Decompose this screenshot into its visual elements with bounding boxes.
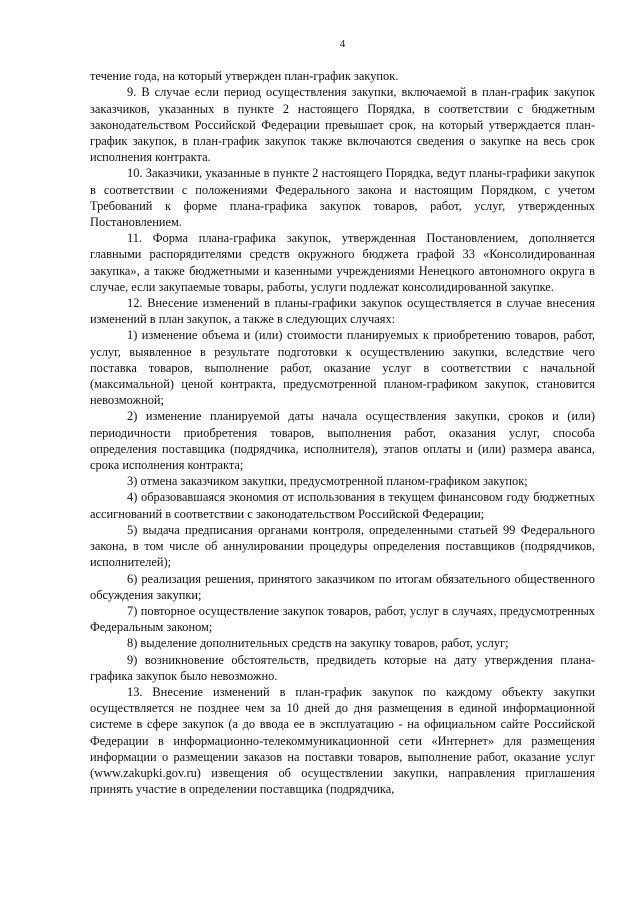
list-item-12-2: 2) изменение планируемой даты начала осуществления закупки, сроков и (или) периодичности приобретения товаров, выполнения работ, оказания услуг, способа определения поставщика (подрядчика, исполнителя), этапов оплаты и (или) размера аванса, срока исполнения контракта; [90, 409, 595, 473]
list-item-12-5: 5) выдача предписания органами контроля, определенными статьей 99 Федерального закона, в том числе об аннулировании процедуры определения поставщиков (подрядчиков, исполнителей); [90, 522, 595, 570]
paragraph-10: 10. Заказчики, указанные в пункте 2 настоящего Порядка, ведут планы-графики закупок в соответствии с положениями Федерального закона и настоящим Порядком, с учетом Требований к форме плана-графика закупок товаров, работ, услуг, утвержденных Постановлением. [90, 166, 595, 230]
paragraph-13: 13. Внесение изменений в план-график закупок по каждому объекту закупки осуществляется не позднее чем за 10 дней до дня размещения в единой информационной системе в сфере закупок (а до ввода ее в эксплуатацию - на официальном сайте Российской Федерации в информационно-телекоммуникационной сети «Интернет» для размещения информации о размещении заказов на поставки товаров, выполнение работ, оказание услуг (www.zakupki.gov.ru) извещения об осуществлении закупки, направления приглашения принять участие в определении поставщика (подрядчика, [90, 684, 595, 797]
list-item-12-1: 1) изменение объема и (или) стоимости планируемых к приобретению товаров, работ, услуг, выявленное в результате подготовки к осуществлению закупки, вследствие чего поставка товаров, выполнение работ, оказание услуг в соответствии с начальной (максимальной) ценой контракта, предусмотренной планом-графиком закупок, становится невозможной; [90, 328, 595, 408]
list-item-12-3: 3) отмена заказчиком закупки, предусмотренной планом-графиком закупок; [127, 474, 528, 489]
list-item-12-8: 8) выделение дополнительных средств на закупку товаров, работ, услуг; [127, 636, 509, 651]
list-item-12-6: 6) реализация решения, принятого заказчиком по итогам обязательного общественного обсуждения закупки; [90, 571, 595, 602]
list-item-12-7: 7) повторное осуществление закупок товаров, работ, услуг в случаях, предусмотренных Федеральным законом; [90, 603, 595, 635]
page-number: 4 [339, 38, 346, 50]
list-item-12-4: 4) образовавшаяся экономия от использования в текущем финансовом году бюджетных ассигнований в соответствии с законодательством Российской Федерации; [90, 490, 595, 521]
paragraph-12: 12. Внесение изменений в планы-графики закупок осуществляется в случае внесения изменений в план закупок, а также в следующих случаях: [90, 296, 595, 327]
paragraph-11: 11. Форма плана-графика закупок, утвержденная Постановлением, дополняется главными распорядителями средств окружного бюджета графой 33 «Консолидированная закупка», а также бюджетными и казенными учреждениями Ненецкого автономного округа в случае, если закупаемые товары, работы, услуги подлежат консолидированной закупке. [90, 231, 595, 294]
paragraph-continuation: течение года, на который утвержден план-график закупок. [90, 69, 399, 84]
paragraph-9: 9. В случае если период осуществления закупки, включаемой в план-график закупок заказчиков, указанных в пункте 2 настоящего Порядка, в соответствии с бюджетным законодательством Российской Федерации превышает срок, на который утверждается план-график закупок, в план-график закупок также включаются сведения о закупке на весь срок исполнения контракта. [90, 85, 595, 165]
document-page [90, 36, 595, 797]
list-item-12-9: 9) возникновение обстоятельств, предвидеть которые на дату утверждения плана-графика закупок было невозможно. [90, 652, 595, 683]
